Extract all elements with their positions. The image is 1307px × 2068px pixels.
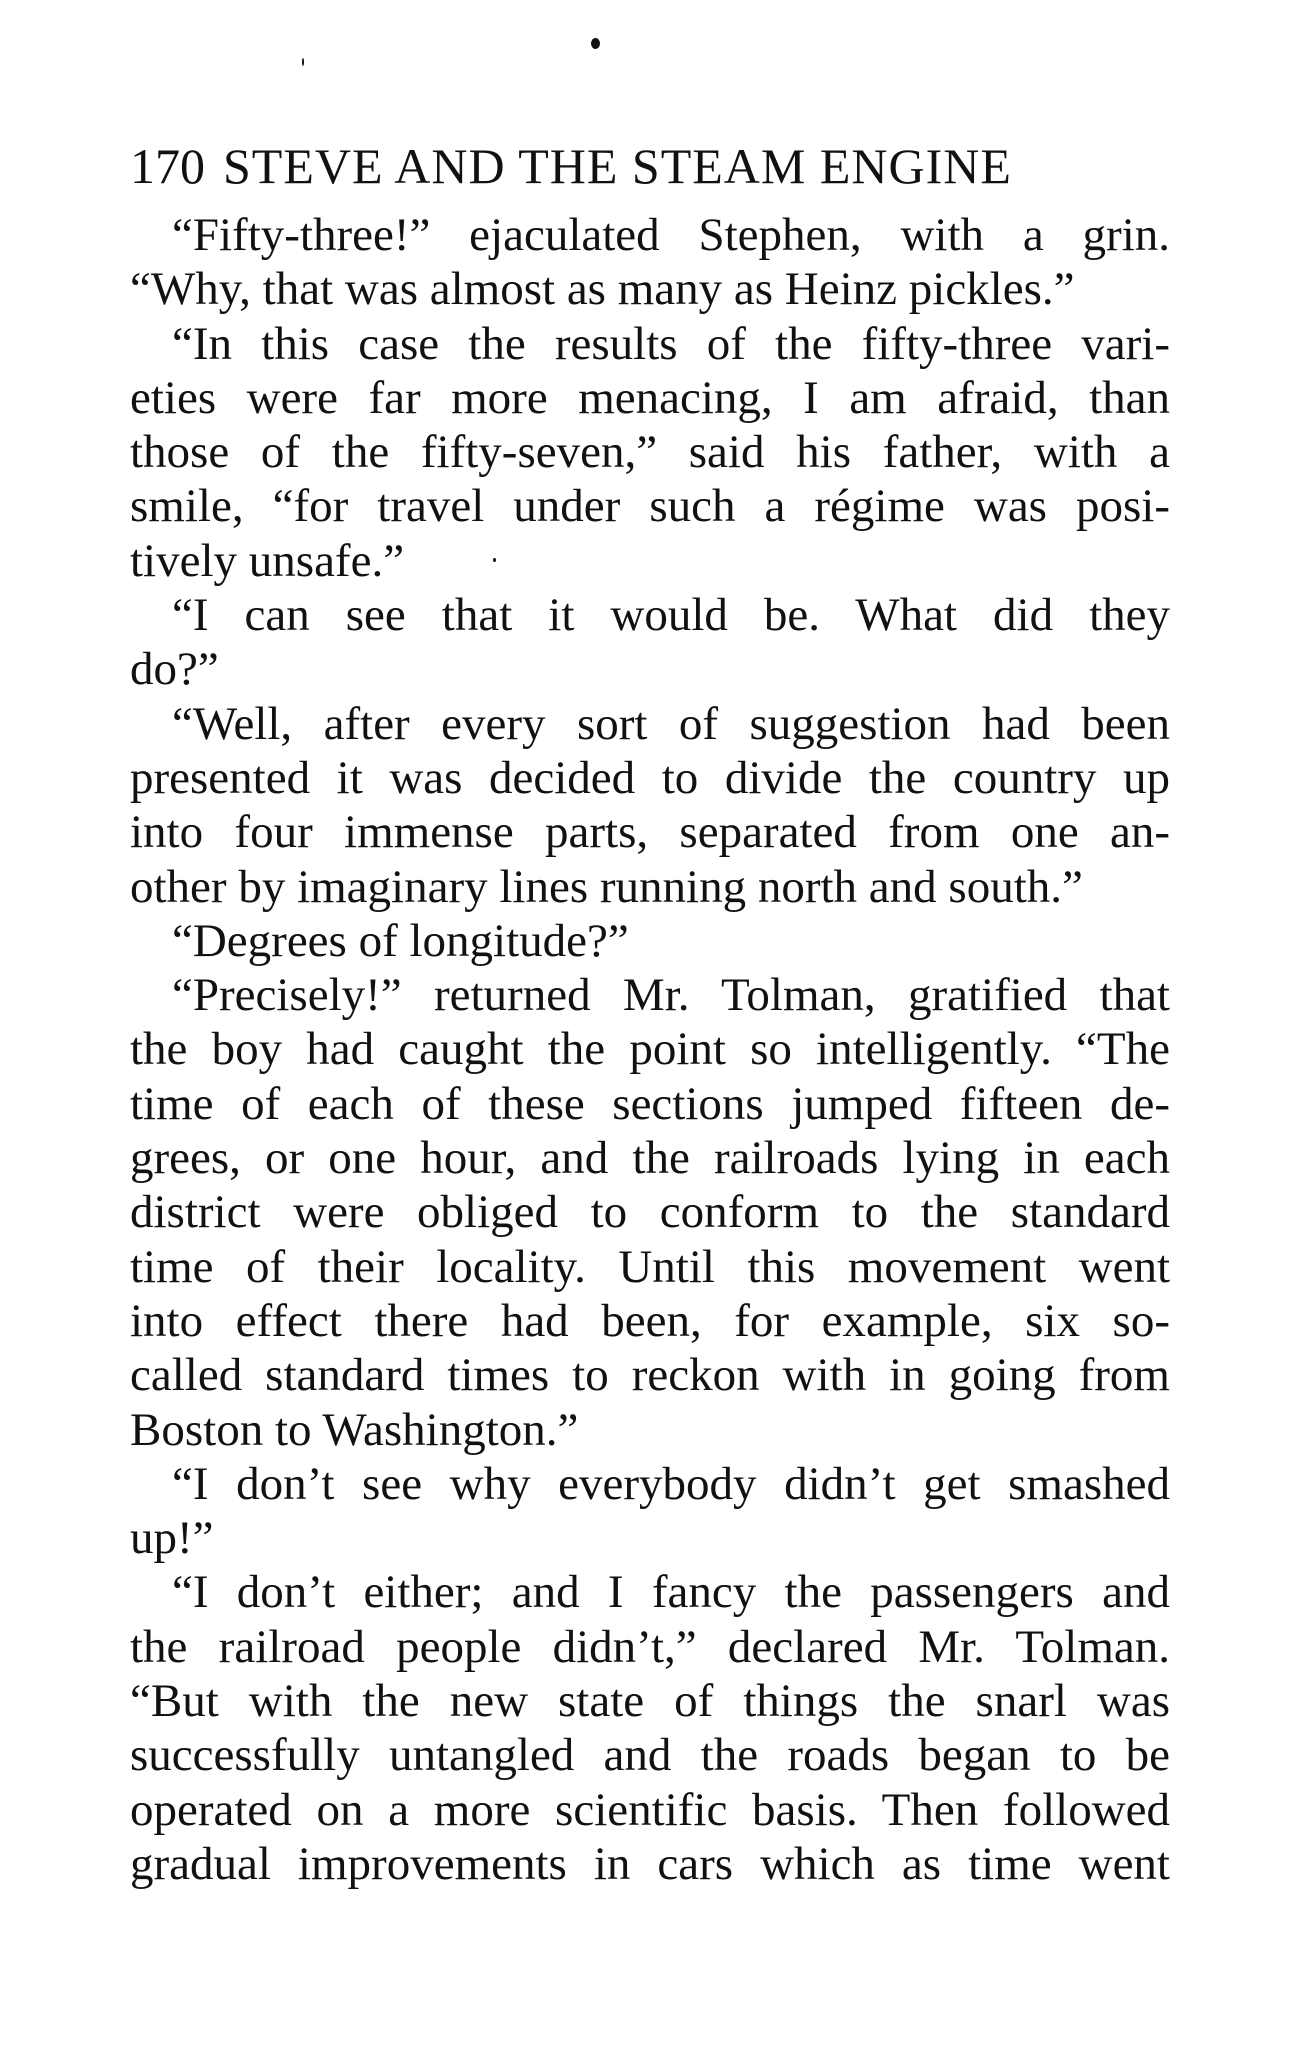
text-line: smile, “for travel under such a régime was posi-: [130, 480, 1170, 533]
text-line: those of the fifty-seven,” said his father, with a: [130, 426, 1170, 479]
ink-speck-top: [591, 38, 600, 49]
text-line: operated on a more scientific basis. Then followed: [130, 1783, 1170, 1836]
text-line: time of their locality. Until this movement went: [130, 1240, 1170, 1293]
text-line: “Precisely!” returned Mr. Tolman, gratified that: [172, 969, 1170, 1022]
body-text: [130, 208, 1170, 1891]
text-line: presented it was decided to divide the country up: [130, 751, 1170, 804]
text-line: “Why, that was almost as many as Heinz pickles.”: [130, 263, 1075, 316]
text-line: “Fifty-three!” ejaculated Stephen, with a grin.: [172, 209, 1170, 261]
page-number: 170: [130, 138, 205, 194]
text-line: grees, or one hour, and the railroads lying in each: [130, 1132, 1170, 1185]
text-line: Boston to Washington.”: [130, 1403, 579, 1456]
text-line: eties were far more menacing, I am afraid, than: [130, 371, 1170, 424]
text-line: “In this case the results of the fifty-three vari-: [172, 317, 1170, 370]
running-header: [130, 136, 1170, 196]
text-line: into effect there had been, for example, six so-: [130, 1294, 1170, 1347]
text-line: district were obliged to conform to the standard: [130, 1186, 1170, 1239]
text-line: “Degrees of longitude?”: [172, 914, 629, 967]
text-line: “I can see that it would be. What did they: [172, 589, 1170, 642]
text-line: up!”: [130, 1512, 214, 1565]
text-line: “But with the new state of things the snarl was: [130, 1675, 1170, 1728]
text-line: the boy had caught the point so intelligently. “The: [130, 1023, 1170, 1076]
text-line: called standard times to reckon with in going from: [130, 1349, 1170, 1402]
text-line: successfully untangled and the roads began to be: [130, 1729, 1170, 1782]
text-line: “I don’t either; and I fancy the passengers and: [172, 1566, 1170, 1619]
text-line: gradual improvements in cars which as time went: [130, 1837, 1170, 1890]
text-line: do?”: [130, 643, 219, 696]
text-line: tively unsafe.”: [130, 534, 405, 587]
text-line: “I don’t see why everybody didn’t get smashed: [172, 1457, 1170, 1510]
running-title: STEVE AND THE STEAM ENGINE: [223, 138, 1012, 194]
text-line: “Well, after every sort of suggestion had been: [172, 697, 1170, 750]
text-line: time of each of these sections jumped fifteen de-: [130, 1077, 1170, 1130]
ink-speck-small: [302, 58, 304, 66]
text-line: the railroad people didn’t,” declared Mr. Tolman.: [130, 1620, 1170, 1673]
text-line: into four immense parts, separated from one an-: [130, 806, 1170, 859]
text-line: other by imaginary lines running north and south.”: [130, 860, 1083, 913]
